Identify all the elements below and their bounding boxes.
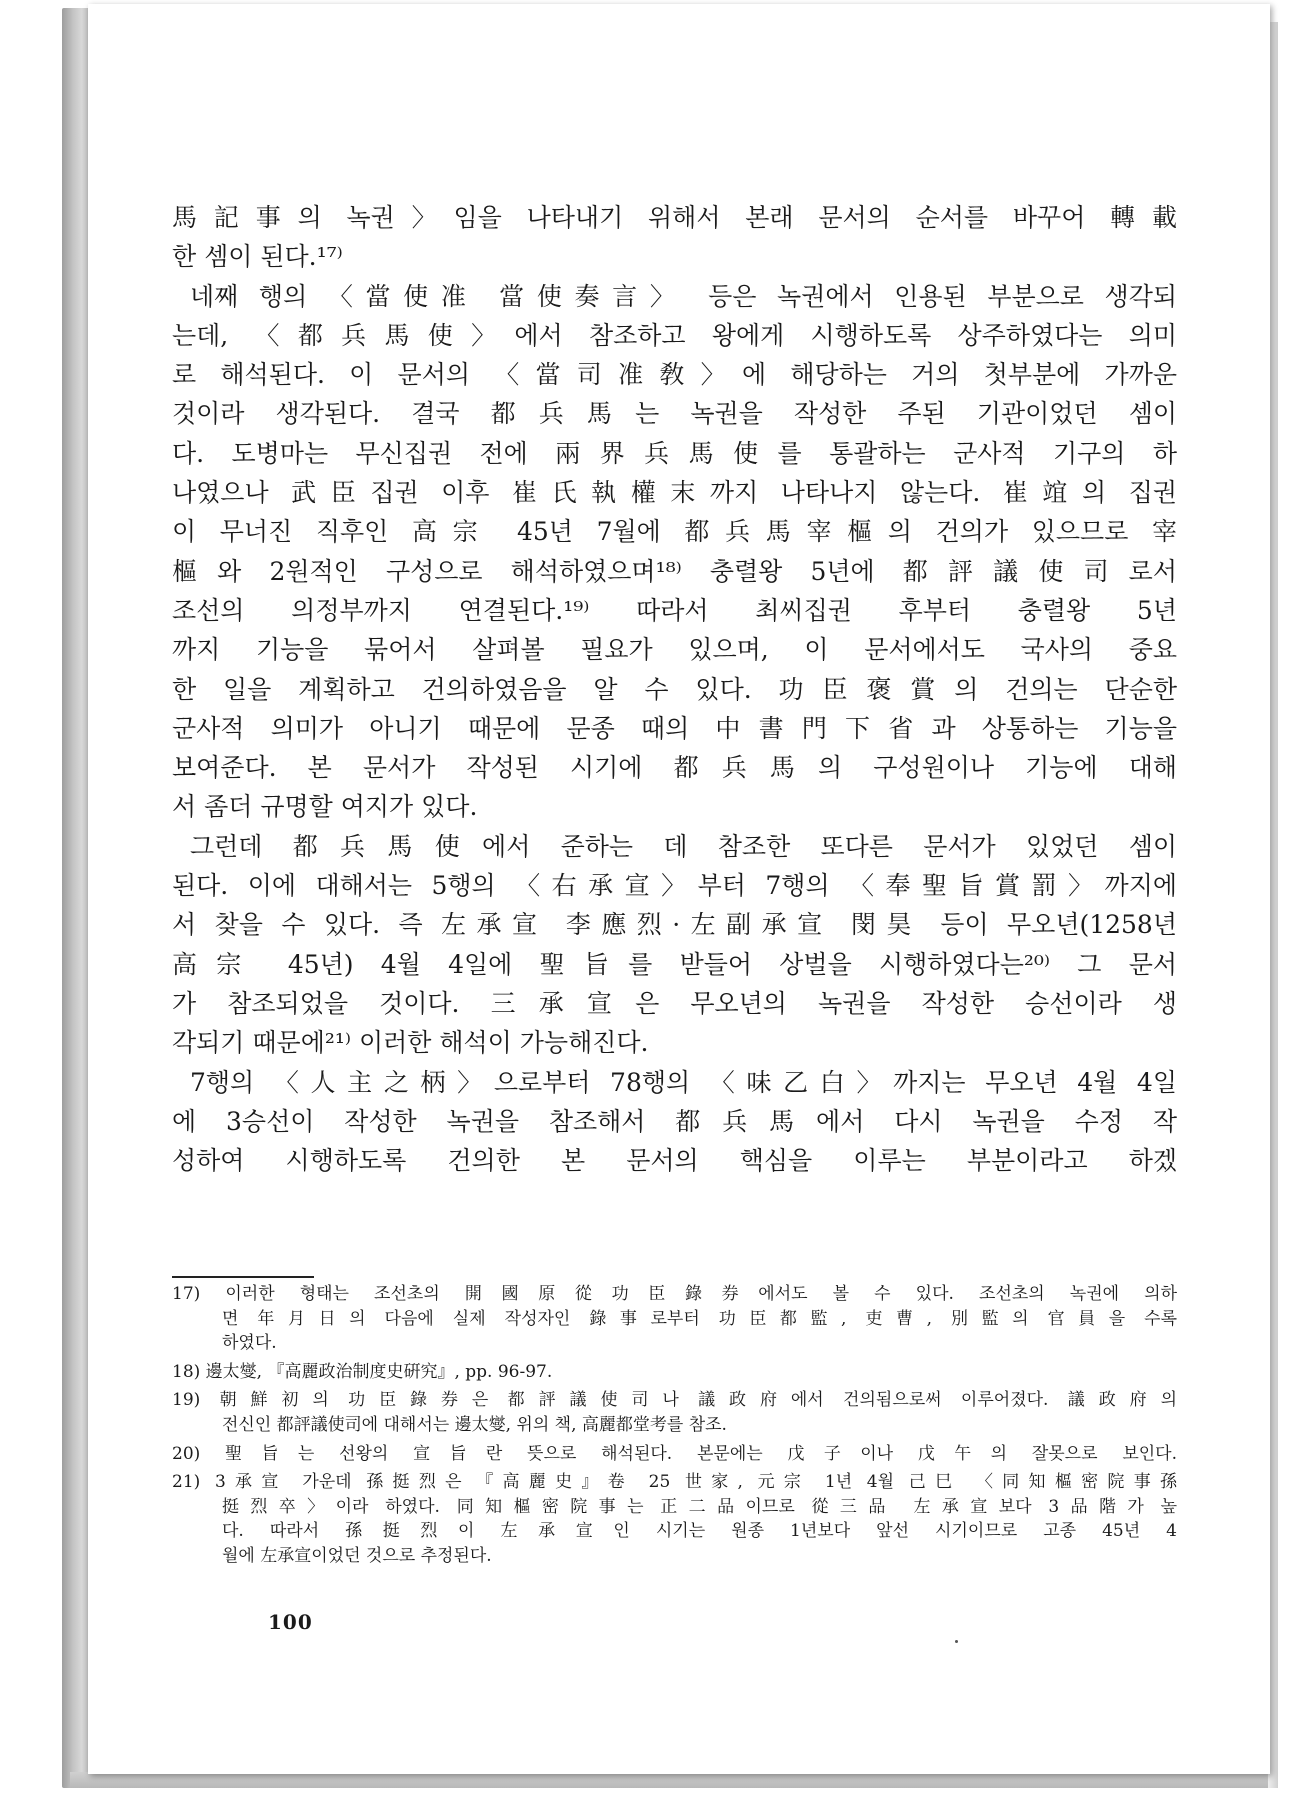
body-line: 나였으나 武臣집권 이후 崔氏執權末까지 나타나지 않는다. 崔竩의 집권	[172, 478, 1177, 508]
footnote-19-cont: 전신인 都評議使司에 대해서는 邊太燮, 위의 책, 高麗都堂考를 참조.	[222, 1414, 727, 1435]
body-line: 는데, 〈都兵馬使〉에서 참조하고 왕에게 시행하도록 상주하였다는 의미	[172, 320, 1177, 350]
body-line: 까지 기능을 묶어서 살펴볼 필요가 있으며, 이 문서에서도 국사의 중요	[172, 635, 1177, 665]
body-line: 한 일을 계획하고 건의하였음을 알 수 있다. 功臣褒賞의 건의는 단순한	[172, 674, 1177, 704]
body-line: 군사적 의미가 아니기 때문에 문종 때의 中書門下省과 상통하는 기능을	[172, 713, 1177, 743]
footnote-21-cont: 다. 따라서 孫挺烈이 左承宣인 시기는 원종 1년보다 앞선 시기이므로 고종 45년 4	[222, 1521, 1177, 1542]
body-line: 각되기 때문에²¹⁾ 이러한 해석이 가능해진다.	[172, 1028, 649, 1058]
body-line: 조선의 의정부까지 연결된다.¹⁹⁾ 따라서 최씨집권 후부터 충렬왕 5년	[172, 595, 1177, 625]
page-stack-edge	[62, 8, 90, 1788]
footnote-20: 20) 聖旨는 선왕의 宣旨란 뜻으로 해석된다. 본문에는 戊子이나 戊午의 잘못으로 보인다.	[172, 1443, 1177, 1464]
body-line: 서 좀더 규명할 여지가 있다.	[172, 792, 478, 822]
footnote-17-cont: 하였다.	[222, 1333, 277, 1354]
footnotes	[172, 1282, 1177, 1569]
footnote-21-cont: 월에 左承宣이었던 것으로 추정된다.	[222, 1545, 492, 1566]
scan-speck	[955, 1640, 958, 1643]
footnote-17-cont: 면 年月日의 다음에 실제 작성자인 錄事로부터 功臣都監, 吏曹, 別監의 官員을 수록	[222, 1308, 1177, 1329]
body-line: 보여준다. 본 문서가 작성된 시기에 都兵馬의 구성원이나 기능에 대해	[172, 753, 1177, 783]
page-stack-bottom	[70, 1772, 1270, 1788]
body-line: 로 해석된다. 이 문서의 〈當司准敎〉에 해당하는 거의 첫부분에 가까운	[172, 360, 1177, 390]
body-line: 이 무너진 직후인 高宗 45년 7월에 都兵馬宰樞의 건의가 있으므로 宰	[172, 517, 1177, 547]
body-line: 성하여 시행하도록 건의한 본 문서의 핵심을 이루는 부분이라고 하겠	[172, 1146, 1177, 1176]
page-number: 100	[268, 1610, 313, 1634]
footnote-rule	[172, 1276, 314, 1278]
body-line: 7행의 〈人主之柄〉으로부터 78행의 〈味乙白〉까지는 무오년 4월 4일	[190, 1067, 1177, 1097]
footnote-18: 18) 邊太燮, 『高麗政治制度史硏究』, pp. 96-97.	[172, 1361, 553, 1382]
body-line: 것이라 생각된다. 결국 都兵馬는 녹권을 작성한 주된 기관이었던 셈이	[172, 399, 1177, 429]
body-line: 에 3승선이 작성한 녹권을 참조해서 都兵馬에서 다시 녹권을 수정 작	[172, 1106, 1177, 1136]
body-line: 樞와 2원적인 구성으로 해석하였으며¹⁸⁾ 충렬왕 5년에 都評議使司로서	[172, 556, 1177, 586]
body-line: 그런데 都兵馬使에서 준하는 데 참조한 또다른 문서가 있었던 셈이	[190, 831, 1177, 861]
body-line: 된다. 이에 대해서는 5행의 〈右承宣〉부터 7행의 〈奉聖旨賞罰〉까지에	[172, 871, 1177, 901]
body-line: 네째 행의 〈當使准 當使奏言〉 등은 녹권에서 인용된 부분으로 생각되	[190, 281, 1177, 311]
body-line: 馬記事의 녹권〉임을 나타내기 위해서 본래 문서의 순서를 바꾸어 轉載	[172, 203, 1177, 232]
body-line: 서 찾을 수 있다. 즉 左承宣 李應烈·左副承宣 閔昊 등이 무오년(1258년	[172, 910, 1177, 940]
footnote-17: 17) 이러한 형태는 조선초의 開國原從功臣錄券에서도 볼 수 있다. 조선초의 녹권에 의하	[172, 1284, 1177, 1304]
body-line: 다. 도병마는 무신집권 전에 兩界兵馬使를 통괄하는 군사적 기구의 하	[172, 438, 1177, 468]
body-line: 가 참조되었을 것이다. 三承宣은 무오년의 녹권을 작성한 승선이라 생	[172, 988, 1177, 1018]
footnote-21: 21) 3承宣 가운데 孫挺烈은 『高麗史』卷 25 世家, 元宗 1년 4월 己巳 〈同知樞密院事孫	[172, 1472, 1177, 1493]
footnote-21-cont: 挺烈卒〉이라 하였다. 同知樞密院事는 正二品이므로 從三品 左承宣보다 3品階가 높	[222, 1496, 1177, 1517]
footnote-19: 19) 朝鮮初의 功臣錄券은 都評議使司나 議政府에서 건의됨으로써 이루어졌다. 議政府의	[172, 1390, 1177, 1411]
body-line: 한 셈이 된다.¹⁷⁾	[172, 242, 343, 272]
body-text	[172, 198, 1177, 1180]
body-line: 高宗 45년) 4월 4일에 聖旨를 받들어 상벌을 시행하였다는²⁰⁾ 그 문서	[172, 949, 1177, 979]
